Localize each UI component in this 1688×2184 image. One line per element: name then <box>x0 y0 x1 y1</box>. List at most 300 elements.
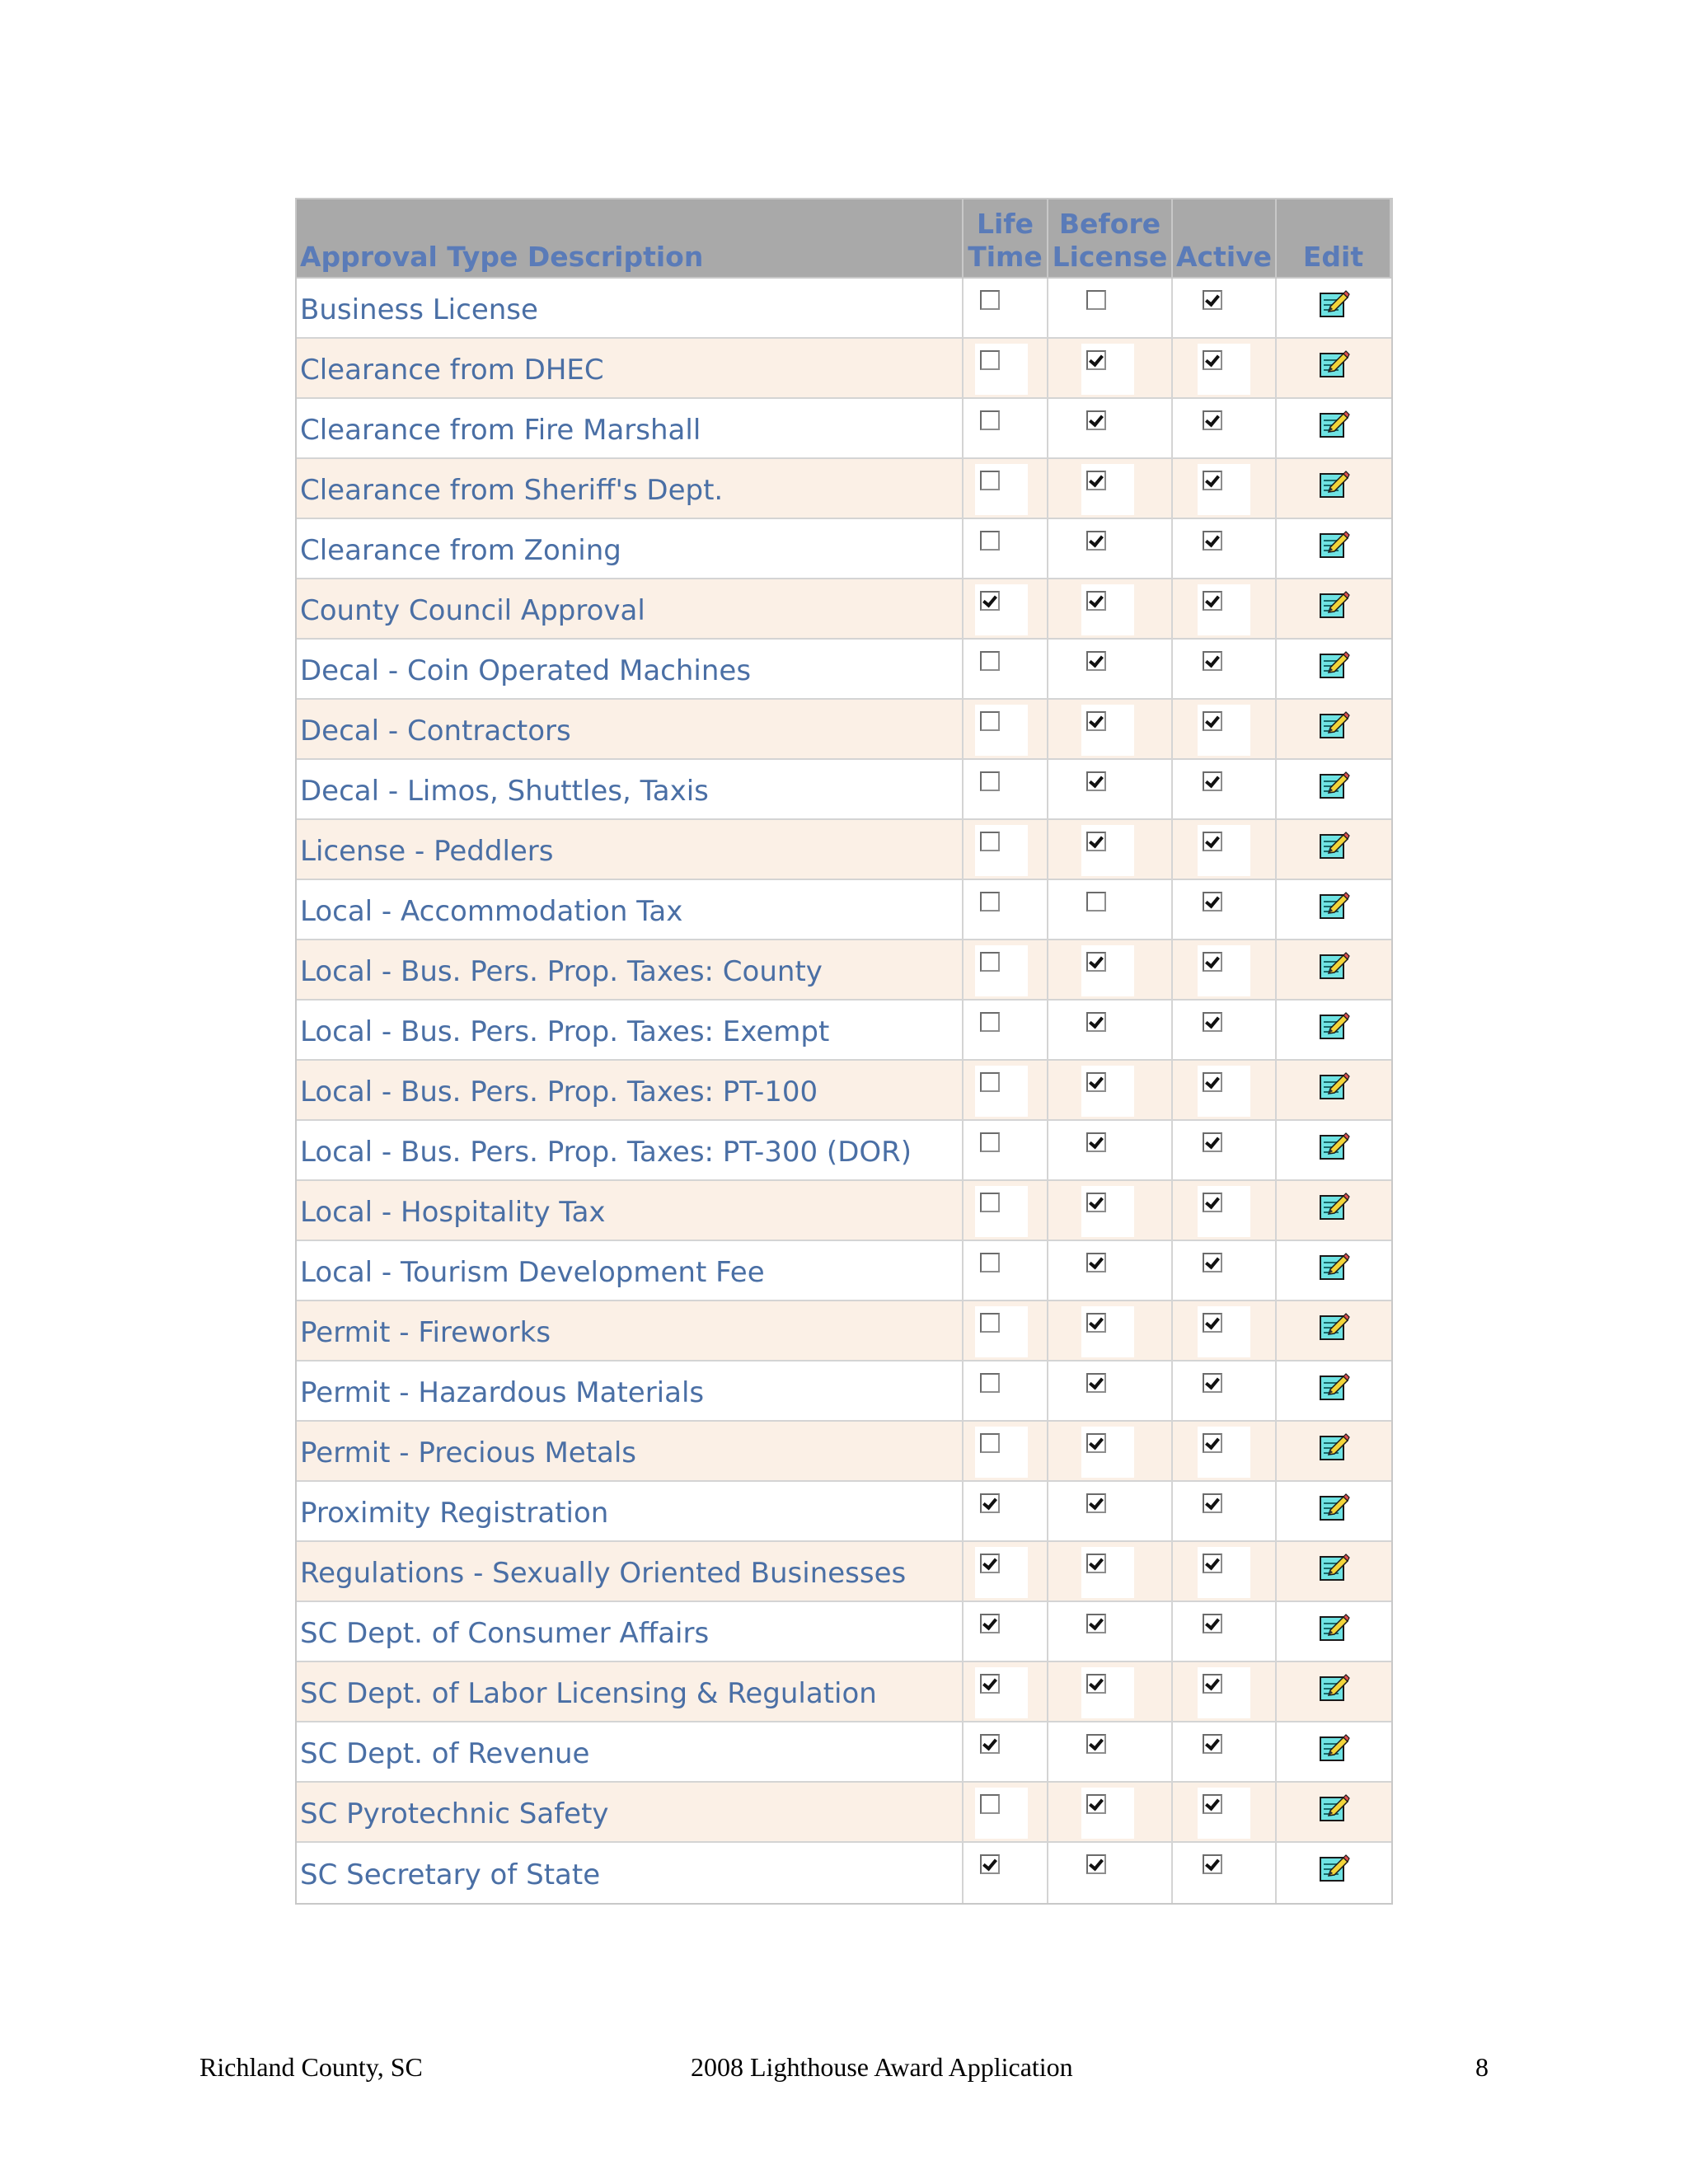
description-cell <box>297 1061 964 1119</box>
active-cell <box>1173 1361 1277 1420</box>
life-time-checkbox[interactable] <box>980 1132 1000 1152</box>
before-license-cell <box>1048 1542 1173 1601</box>
description-cell <box>297 820 964 879</box>
life-time-cell <box>964 1783 1048 1841</box>
life-time-cell <box>964 1001 1048 1059</box>
active-cell <box>1173 1482 1277 1540</box>
active-cell <box>1173 1783 1277 1841</box>
before-license-cell <box>1048 339 1173 397</box>
edit-pencil-icon[interactable] <box>1319 830 1350 865</box>
approval-type-link[interactable]: Local - Bus. Pers. Prop. Taxes: PT-100 <box>300 1075 818 1108</box>
life-time-checkbox[interactable] <box>980 1433 1000 1453</box>
edit-cell <box>1277 1301 1391 1360</box>
life-time-cell <box>964 1542 1048 1601</box>
life-time-cell <box>964 820 1048 879</box>
life-time-checkbox[interactable] <box>980 711 1000 731</box>
life-time-cell <box>964 519 1048 578</box>
description-cell <box>297 339 964 397</box>
life-time-checkbox[interactable] <box>980 471 1000 490</box>
table-row <box>297 940 1391 1001</box>
header-life-time <box>964 199 1048 277</box>
edit-cell <box>1277 940 1391 999</box>
description-cell <box>297 1121 964 1179</box>
edit-pencil-icon[interactable] <box>1319 1311 1350 1346</box>
description-cell <box>297 1783 964 1841</box>
before-license-cell <box>1048 1422 1173 1480</box>
active-checkbox[interactable] <box>1203 952 1222 972</box>
approval-type-link[interactable]: Local - Bus. Pers. Prop. Taxes: Exempt <box>300 1015 830 1048</box>
before-license-cell <box>1048 940 1173 999</box>
description-cell <box>297 1722 964 1781</box>
before-license-cell <box>1048 1783 1173 1841</box>
approval-type-link[interactable]: Permit - Fireworks <box>300 1315 551 1349</box>
edit-pencil-icon[interactable] <box>1319 409 1350 443</box>
description-cell <box>297 1542 964 1601</box>
before-license-cell <box>1048 1301 1173 1360</box>
active-cell <box>1173 820 1277 879</box>
edit-pencil-icon[interactable] <box>1319 1251 1350 1286</box>
life-time-cell <box>964 640 1048 698</box>
active-cell <box>1173 1121 1277 1179</box>
table-row <box>297 1181 1391 1241</box>
active-checkbox[interactable] <box>1203 892 1222 912</box>
before-license-cell <box>1048 1181 1173 1240</box>
edit-cell <box>1277 1843 1391 1903</box>
active-checkbox[interactable] <box>1203 1012 1222 1032</box>
active-checkbox[interactable] <box>1203 471 1222 490</box>
description-cell <box>297 700 964 758</box>
life-time-cell <box>964 1482 1048 1540</box>
life-time-checkbox[interactable] <box>980 1614 1000 1633</box>
edit-pencil-icon[interactable] <box>1319 1371 1350 1406</box>
table-header-row <box>297 199 1391 279</box>
active-cell <box>1173 459 1277 518</box>
description-cell <box>297 279 964 337</box>
edit-cell <box>1277 399 1391 457</box>
life-time-cell <box>964 1241 1048 1300</box>
before-license-checkbox[interactable] <box>1086 1132 1106 1152</box>
active-cell <box>1173 1722 1277 1781</box>
before-license-checkbox[interactable] <box>1086 711 1106 731</box>
before-license-checkbox[interactable] <box>1086 290 1106 310</box>
edit-cell <box>1277 1542 1391 1601</box>
before-license-cell <box>1048 519 1173 578</box>
active-cell <box>1173 1422 1277 1480</box>
edit-cell <box>1277 279 1391 337</box>
before-license-checkbox[interactable] <box>1086 531 1106 551</box>
active-cell <box>1173 1001 1277 1059</box>
active-checkbox[interactable] <box>1203 531 1222 551</box>
before-license-checkbox[interactable] <box>1086 1674 1106 1694</box>
table-row <box>297 459 1391 519</box>
before-license-cell <box>1048 1061 1173 1119</box>
active-checkbox[interactable] <box>1203 1854 1222 1874</box>
table-row <box>297 1722 1391 1783</box>
active-cell <box>1173 1662 1277 1721</box>
active-checkbox[interactable] <box>1203 1193 1222 1212</box>
edit-cell <box>1277 1241 1391 1300</box>
approval-type-link[interactable]: SC Dept. of Revenue <box>300 1736 590 1770</box>
active-checkbox[interactable] <box>1203 1493 1222 1513</box>
before-license-cell <box>1048 640 1173 698</box>
active-checkbox[interactable] <box>1203 410 1222 430</box>
active-checkbox[interactable] <box>1203 290 1222 310</box>
description-cell <box>297 1602 964 1661</box>
life-time-cell <box>964 940 1048 999</box>
before-license-checkbox[interactable] <box>1086 410 1106 430</box>
table-row <box>297 1422 1391 1482</box>
approval-type-link[interactable]: Permit - Precious Metals <box>300 1436 637 1469</box>
life-time-cell <box>964 880 1048 939</box>
before-license-checkbox[interactable] <box>1086 1072 1106 1092</box>
before-license-checkbox[interactable] <box>1086 771 1106 791</box>
table-row <box>297 339 1391 399</box>
before-license-checkbox[interactable] <box>1086 1373 1106 1393</box>
life-time-checkbox[interactable] <box>980 410 1000 430</box>
before-license-checkbox[interactable] <box>1086 1614 1106 1633</box>
header-before-license-label: Before License <box>1052 208 1168 273</box>
description-cell <box>297 1662 964 1721</box>
before-license-checkbox[interactable] <box>1086 1433 1106 1453</box>
table-row <box>297 1542 1391 1602</box>
edit-pencil-icon[interactable] <box>1319 1672 1350 1707</box>
edit-cell <box>1277 1061 1391 1119</box>
active-checkbox[interactable] <box>1203 1734 1222 1754</box>
life-time-checkbox[interactable] <box>980 1674 1000 1694</box>
table-row <box>297 399 1391 459</box>
active-cell <box>1173 1602 1277 1661</box>
description-cell <box>297 1301 964 1360</box>
before-license-checkbox[interactable] <box>1086 471 1106 490</box>
before-license-cell <box>1048 1602 1173 1661</box>
before-license-checkbox[interactable] <box>1086 1193 1106 1212</box>
header-before-license <box>1048 199 1173 277</box>
edit-pencil-icon[interactable] <box>1319 950 1350 985</box>
header-life-time-label: Life Time <box>968 208 1043 273</box>
active-checkbox[interactable] <box>1203 1373 1222 1393</box>
edit-pencil-icon[interactable] <box>1319 890 1350 925</box>
active-cell <box>1173 399 1277 457</box>
edit-cell <box>1277 640 1391 698</box>
active-cell <box>1173 700 1277 758</box>
active-checkbox[interactable] <box>1203 350 1222 370</box>
active-cell <box>1173 1301 1277 1360</box>
life-time-checkbox[interactable] <box>980 1193 1000 1212</box>
life-time-checkbox[interactable] <box>980 1012 1000 1032</box>
life-time-checkbox[interactable] <box>980 1493 1000 1513</box>
active-cell <box>1173 1241 1277 1300</box>
approval-type-link[interactable]: Local - Bus. Pers. Prop. Taxes: PT-300 (DOR) <box>300 1135 912 1169</box>
active-checkbox[interactable] <box>1203 1072 1222 1092</box>
edit-pencil-icon[interactable] <box>1319 529 1350 564</box>
edit-cell <box>1277 1181 1391 1240</box>
before-license-checkbox[interactable] <box>1086 952 1106 972</box>
before-license-checkbox[interactable] <box>1086 1012 1106 1032</box>
active-cell <box>1173 1181 1277 1240</box>
life-time-cell <box>964 399 1048 457</box>
before-license-checkbox[interactable] <box>1086 1794 1106 1814</box>
life-time-cell <box>964 579 1048 638</box>
life-time-checkbox[interactable] <box>980 1313 1000 1333</box>
edit-cell <box>1277 459 1391 518</box>
approval-type-link[interactable]: Local - Accommodation Tax <box>300 894 683 928</box>
active-cell <box>1173 880 1277 939</box>
edit-cell <box>1277 1602 1391 1661</box>
life-time-checkbox[interactable] <box>980 771 1000 791</box>
life-time-cell <box>964 1722 1048 1781</box>
before-license-cell <box>1048 820 1173 879</box>
header-edit: Edit <box>1277 199 1391 277</box>
active-cell <box>1173 339 1277 397</box>
before-license-cell <box>1048 1843 1173 1903</box>
active-cell <box>1173 279 1277 337</box>
edit-pencil-icon[interactable] <box>1319 288 1350 323</box>
active-checkbox[interactable] <box>1203 1313 1222 1333</box>
approval-type-link[interactable]: Clearance from Fire Marshall <box>300 413 701 447</box>
active-checkbox[interactable] <box>1203 832 1222 851</box>
page-footer <box>0 2052 1688 2088</box>
life-time-cell <box>964 279 1048 337</box>
active-cell <box>1173 1542 1277 1601</box>
approval-type-link[interactable]: License - Peddlers <box>300 834 554 868</box>
life-time-checkbox[interactable] <box>980 591 1000 611</box>
active-checkbox[interactable] <box>1203 1132 1222 1152</box>
table-row <box>297 1301 1391 1361</box>
life-time-cell <box>964 1602 1048 1661</box>
active-cell <box>1173 940 1277 999</box>
life-time-checkbox[interactable] <box>980 1373 1000 1393</box>
active-cell <box>1173 1061 1277 1119</box>
edit-pencil-icon[interactable] <box>1319 1552 1350 1586</box>
edit-cell <box>1277 339 1391 397</box>
before-license-cell <box>1048 1662 1173 1721</box>
before-license-cell <box>1048 1121 1173 1179</box>
header-description: Approval Type Description <box>297 199 964 277</box>
approval-type-link[interactable]: Decal - Contractors <box>300 714 571 748</box>
edit-pencil-icon[interactable] <box>1319 1191 1350 1226</box>
life-time-cell <box>964 459 1048 518</box>
active-checkbox[interactable] <box>1203 1794 1222 1814</box>
edit-pencil-icon[interactable] <box>1319 1732 1350 1767</box>
edit-pencil-icon[interactable] <box>1319 1853 1350 1887</box>
table-row <box>297 1783 1391 1843</box>
life-time-checkbox[interactable] <box>980 1794 1000 1814</box>
approval-type-link[interactable]: Permit - Hazardous Materials <box>300 1376 705 1409</box>
edit-cell <box>1277 1422 1391 1480</box>
edit-cell <box>1277 1001 1391 1059</box>
approval-type-link[interactable]: SC Dept. of Labor Licensing & Regulation <box>300 1676 877 1710</box>
description-cell <box>297 399 964 457</box>
life-time-cell <box>964 1121 1048 1179</box>
page-number: 8 <box>1475 2052 1489 2082</box>
edit-cell <box>1277 1121 1391 1179</box>
life-time-cell <box>964 1843 1048 1903</box>
description-cell <box>297 459 964 518</box>
description-cell <box>297 1482 964 1540</box>
approval-type-link[interactable]: Decal - Limos, Shuttles, Taxis <box>300 774 709 808</box>
before-license-cell <box>1048 579 1173 638</box>
life-time-checkbox[interactable] <box>980 952 1000 972</box>
approval-type-link[interactable]: Local - Bus. Pers. Prop. Taxes: County <box>300 954 823 988</box>
approval-type-link[interactable]: Regulations - Sexually Oriented Businesses <box>300 1556 907 1590</box>
life-time-cell <box>964 700 1048 758</box>
life-time-checkbox[interactable] <box>980 1253 1000 1272</box>
table-row <box>297 820 1391 880</box>
active-checkbox[interactable] <box>1203 711 1222 731</box>
description-cell <box>297 1361 964 1420</box>
edit-pencil-icon[interactable] <box>1319 1071 1350 1105</box>
table-row <box>297 1662 1391 1722</box>
active-cell <box>1173 760 1277 818</box>
description-cell <box>297 1001 964 1059</box>
life-time-checkbox[interactable] <box>980 1554 1000 1573</box>
approval-type-link[interactable]: County Council Approval <box>300 593 645 627</box>
before-license-cell <box>1048 700 1173 758</box>
before-license-checkbox[interactable] <box>1086 1493 1106 1513</box>
life-time-checkbox[interactable] <box>980 832 1000 851</box>
edit-pencil-icon[interactable] <box>1319 349 1350 383</box>
edit-pencil-icon[interactable] <box>1319 1612 1350 1647</box>
edit-cell <box>1277 519 1391 578</box>
description-cell <box>297 1241 964 1300</box>
table-row <box>297 1361 1391 1422</box>
life-time-checkbox[interactable] <box>980 290 1000 310</box>
edit-cell <box>1277 760 1391 818</box>
header-active: Active <box>1173 199 1277 277</box>
approval-type-link[interactable]: Clearance from Zoning <box>300 533 621 567</box>
life-time-cell <box>964 1061 1048 1119</box>
before-license-cell <box>1048 279 1173 337</box>
table-row <box>297 640 1391 700</box>
table-row <box>297 1061 1391 1121</box>
approval-type-link[interactable]: Clearance from Sheriff's Dept. <box>300 473 724 507</box>
life-time-checkbox[interactable] <box>980 651 1000 671</box>
table-row <box>297 1602 1391 1662</box>
before-license-checkbox[interactable] <box>1086 1554 1106 1573</box>
edit-pencil-icon[interactable] <box>1319 1010 1350 1045</box>
footer-county: Richland County, SC <box>199 2052 423 2082</box>
table-row <box>297 700 1391 760</box>
edit-pencil-icon[interactable] <box>1319 1492 1350 1526</box>
approval-type-link[interactable]: SC Secretary of State <box>300 1858 601 1891</box>
active-checkbox[interactable] <box>1203 591 1222 611</box>
edit-cell <box>1277 1361 1391 1420</box>
table-body <box>297 279 1391 1903</box>
before-license-cell <box>1048 1722 1173 1781</box>
approval-type-link[interactable]: Decal - Coin Operated Machines <box>300 654 752 687</box>
edit-cell <box>1277 579 1391 638</box>
description-cell <box>297 579 964 638</box>
edit-cell <box>1277 880 1391 939</box>
active-checkbox[interactable] <box>1203 1554 1222 1573</box>
edit-pencil-icon[interactable] <box>1319 469 1350 504</box>
life-time-checkbox[interactable] <box>980 1734 1000 1754</box>
life-time-checkbox[interactable] <box>980 350 1000 370</box>
life-time-cell <box>964 760 1048 818</box>
edit-pencil-icon[interactable] <box>1319 710 1350 744</box>
life-time-checkbox[interactable] <box>980 1072 1000 1092</box>
life-time-cell <box>964 1301 1048 1360</box>
before-license-cell <box>1048 760 1173 818</box>
edit-pencil-icon[interactable] <box>1319 589 1350 624</box>
before-license-checkbox[interactable] <box>1086 1313 1106 1333</box>
active-checkbox[interactable] <box>1203 1614 1222 1633</box>
edit-cell <box>1277 820 1391 879</box>
table-row <box>297 1482 1391 1542</box>
active-checkbox[interactable] <box>1203 651 1222 671</box>
before-license-checkbox[interactable] <box>1086 591 1106 611</box>
edit-pencil-icon[interactable] <box>1319 770 1350 804</box>
before-license-checkbox[interactable] <box>1086 350 1106 370</box>
active-checkbox[interactable] <box>1203 1674 1222 1694</box>
life-time-checkbox[interactable] <box>980 892 1000 912</box>
table-row <box>297 279 1391 339</box>
before-license-cell <box>1048 1001 1173 1059</box>
table-row <box>297 1121 1391 1181</box>
table-row <box>297 519 1391 579</box>
description-cell <box>297 1181 964 1240</box>
before-license-checkbox[interactable] <box>1086 1734 1106 1754</box>
edit-pencil-icon[interactable] <box>1319 649 1350 684</box>
before-license-cell <box>1048 1361 1173 1420</box>
before-license-checkbox[interactable] <box>1086 651 1106 671</box>
description-cell <box>297 880 964 939</box>
active-checkbox[interactable] <box>1203 771 1222 791</box>
approval-type-link[interactable]: Local - Tourism Development Fee <box>300 1255 765 1289</box>
before-license-checkbox[interactable] <box>1086 832 1106 851</box>
active-cell <box>1173 579 1277 638</box>
approval-type-link[interactable]: Business License <box>300 293 538 326</box>
description-cell <box>297 1843 964 1903</box>
active-checkbox[interactable] <box>1203 1253 1222 1272</box>
table-row <box>297 760 1391 820</box>
approval-type-link[interactable]: Clearance from DHEC <box>300 353 604 387</box>
approval-type-link[interactable]: SC Pyrotechnic Safety <box>300 1797 609 1830</box>
edit-pencil-icon[interactable] <box>1319 1432 1350 1466</box>
before-license-cell <box>1048 1482 1173 1540</box>
approval-type-link[interactable]: Proximity Registration <box>300 1496 609 1530</box>
before-license-cell <box>1048 399 1173 457</box>
before-license-checkbox[interactable] <box>1086 1253 1106 1272</box>
life-time-cell <box>964 1361 1048 1420</box>
table-row <box>297 1843 1391 1903</box>
life-time-cell <box>964 1181 1048 1240</box>
approval-type-link[interactable]: Local - Hospitality Tax <box>300 1195 606 1229</box>
description-cell <box>297 760 964 818</box>
before-license-cell <box>1048 459 1173 518</box>
description-cell <box>297 940 964 999</box>
active-cell <box>1173 1843 1277 1903</box>
description-cell <box>297 640 964 698</box>
life-time-cell <box>964 1662 1048 1721</box>
before-license-checkbox[interactable] <box>1086 1854 1106 1874</box>
life-time-checkbox[interactable] <box>980 1854 1000 1874</box>
edit-cell <box>1277 1482 1391 1540</box>
active-cell <box>1173 640 1277 698</box>
life-time-cell <box>964 1422 1048 1480</box>
approval-type-link[interactable]: SC Dept. of Consumer Affairs <box>300 1616 710 1650</box>
edit-pencil-icon[interactable] <box>1319 1793 1350 1827</box>
edit-cell <box>1277 1662 1391 1721</box>
before-license-checkbox[interactable] <box>1086 892 1106 912</box>
edit-cell <box>1277 1783 1391 1841</box>
life-time-checkbox[interactable] <box>980 531 1000 551</box>
active-cell <box>1173 519 1277 578</box>
table-row <box>297 880 1391 940</box>
footer-title: 2008 Lighthouse Award Application <box>691 2052 1073 2082</box>
active-checkbox[interactable] <box>1203 1433 1222 1453</box>
edit-pencil-icon[interactable] <box>1319 1131 1350 1165</box>
